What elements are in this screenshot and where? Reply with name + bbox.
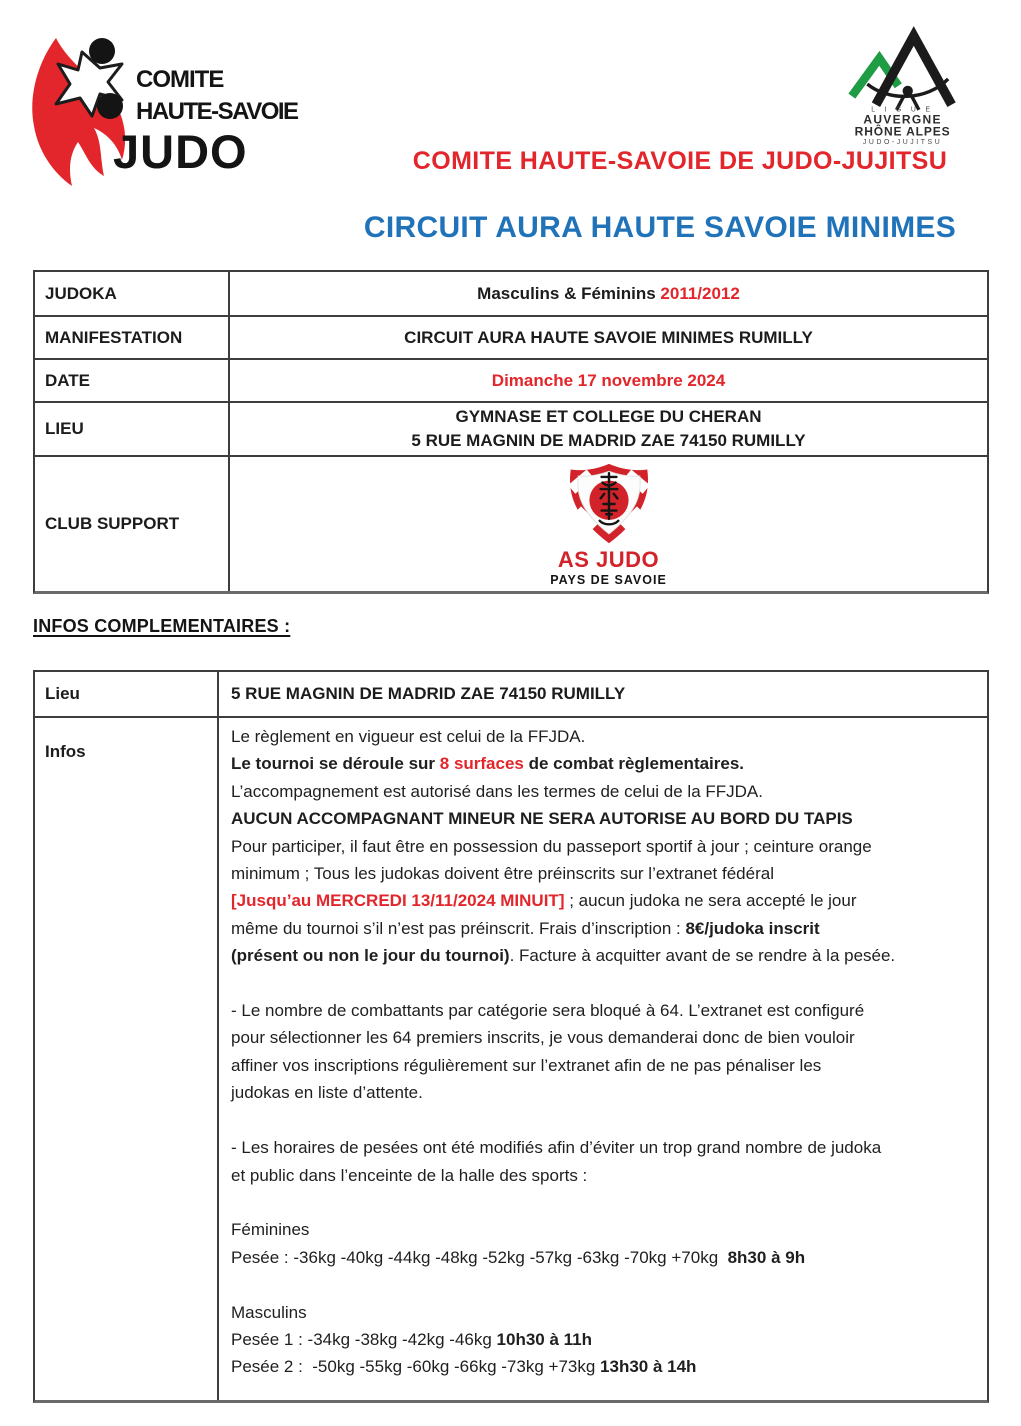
text-run: 13h30 à 14h — [600, 1357, 697, 1377]
text-run: AUCUN ACCOMPAGNANT MINEUR NE SERA AUTORISE AU BORD DU TAPIS — [231, 809, 853, 829]
table-row-date — [35, 358, 987, 401]
logo-right-line3: RHÔNE ALPES — [854, 124, 951, 139]
infos-line — [231, 1162, 981, 1189]
text-run: (présent ou non le jour du tournoi) — [231, 946, 510, 966]
lieu-value — [230, 403, 987, 455]
event-title: CIRCUIT AURA HAUTE SAVOIE MINIMES — [363, 211, 957, 244]
infos-line — [231, 1216, 981, 1243]
infos-line — [231, 1299, 981, 1326]
judoka-head-dot — [89, 38, 115, 64]
logo-left-line1: COMITE — [136, 66, 224, 93]
comite-haute-savoie-judo-logo — [26, 34, 316, 196]
club-support-value — [230, 457, 987, 591]
details-lieu-value: 5 RUE MAGNIN DE MADRID ZAE 74150 RUMILLY — [231, 684, 626, 703]
logo-left-line2: HAUTE-SAVOIE — [136, 98, 298, 125]
manifestation-value: CIRCUIT AURA HAUTE SAVOIE MINIMES RUMILLY — [404, 327, 813, 347]
infos-line — [231, 1079, 981, 1106]
infos-line — [231, 723, 981, 750]
section-heading: INFOS COMPLEMENTAIRES : — [33, 616, 291, 636]
text-run: ; aucun judoka ne sera accepté le jour — [564, 891, 857, 911]
infos-blank-line — [231, 970, 981, 997]
text-run: affiner vos inscriptions régulièrement sur l’extranet afin de ne pas pénaliser les — [231, 1055, 822, 1075]
judoka-value-years: 2011/2012 — [660, 283, 740, 303]
lieu-line2: 5 RUE MAGNIN DE MADRID ZAE 74150 RUMILLY — [411, 431, 806, 450]
table-row-lieu — [35, 401, 987, 455]
details-lieu-label: Lieu — [35, 672, 219, 716]
infos-line — [231, 750, 981, 777]
club-support-label: CLUB SUPPORT — [35, 457, 230, 591]
infos-line — [231, 1353, 981, 1380]
judo-figure-icon — [26, 34, 316, 196]
infos-line — [231, 1326, 981, 1353]
lieu-line1: GYMNASE ET COLLEGE DU CHERAN — [455, 407, 762, 426]
text-run: pour sélectionner les 64 premiers inscrits, je vous demanderai donc de bien vouloir — [231, 1028, 855, 1048]
infos-blank-line — [231, 1271, 981, 1298]
infos-line — [231, 1052, 981, 1079]
infos-line — [231, 1024, 981, 1051]
infos-line — [231, 1244, 981, 1271]
infos-line — [231, 805, 981, 832]
text-run: Le tournoi se déroule sur — [231, 754, 440, 774]
text-run: de combat règlementaires. — [523, 754, 745, 774]
text-run: Pour participer, il faut être en possession du passeport sportif à jour ; ceinture orange — [231, 836, 872, 856]
text-run: Le règlement en vigueur est celui de la FFJDA. — [231, 727, 586, 746]
event-info-table — [33, 270, 989, 594]
lieu-label: LIEU — [35, 403, 230, 455]
judoka-label: JUDOKA — [35, 272, 230, 315]
details-infos-label: Infos — [35, 718, 219, 1400]
belt-knot-shape — [903, 86, 913, 96]
club-shield-icon — [567, 461, 651, 547]
main-title: COMITE HAUTE-SAVOIE DE JUDO-JUJITSU — [412, 147, 948, 175]
table-row-lieu-details — [35, 672, 987, 716]
text-run: 8 surfaces — [439, 754, 524, 774]
infos-blank-line — [231, 1189, 981, 1216]
details-table — [33, 670, 989, 1403]
table-row-manifestation — [35, 315, 987, 358]
text-run: minimum ; Tous les judokas doivent être préinscrits sur l’extranet fédéral — [231, 864, 774, 884]
text-run: Pesée 2 : -50kg -55kg -60kg -66kg -73kg +73kg — [231, 1357, 601, 1377]
judoka-value-black: Masculins & Féminins — [477, 283, 661, 303]
manifestation-label: MANIFESTATION — [35, 317, 230, 358]
as-judo-logo — [550, 461, 667, 588]
infos-blank-line — [231, 1107, 981, 1134]
infos-line — [231, 860, 981, 887]
ligue-aura-logo — [845, 22, 961, 148]
text-run: Pesée 1 : -34kg -38kg -42kg -46kg — [231, 1329, 497, 1349]
text-run: - Les horaires de pesées ont été modifiés afin d’éviter un trop grand nombre de judoka — [231, 1138, 882, 1158]
text-run: 8€/judoka inscrit — [685, 918, 820, 938]
judoka-head-dot — [97, 93, 123, 119]
judoka-value-line — [477, 282, 740, 306]
text-run: même du tournoi s’il n’est pas préinscrit. Frais d’inscription : — [231, 918, 686, 938]
text-run: Masculins — [231, 1302, 307, 1322]
text-run: Féminines — [231, 1220, 310, 1240]
table-row-judoka — [35, 272, 987, 315]
table-row-infos — [35, 716, 987, 1400]
text-run: Pesée : -36kg -40kg -44kg -48kg -52kg -57kg -63kg -70kg +70kg — [231, 1247, 723, 1267]
infos-line — [231, 778, 981, 805]
text-run: 8h30 à 9h — [722, 1247, 806, 1267]
date-value: Dimanche 17 novembre 2024 — [491, 370, 726, 390]
date-label: DATE — [35, 360, 230, 401]
infos-lines — [219, 718, 987, 1400]
infos-line — [231, 997, 981, 1024]
logo-right-line4: JUDO-JUJITSU — [862, 139, 943, 147]
club-logo-subtitle: PAYS DE SAVOIE — [550, 572, 667, 587]
infos-line — [231, 887, 981, 914]
infos-line — [231, 1134, 981, 1161]
mountains-belt-icon — [845, 22, 961, 147]
infos-line — [231, 915, 981, 942]
text-run: . Facture à acquitter avant de se rendre à la pesée. — [509, 946, 896, 966]
text-run: - Le nombre de combattants par catégorie sera bloqué à 64. L’extranet est configuré — [231, 1001, 865, 1021]
text-run: et public dans l’enceinte de la halle des sports : — [231, 1165, 588, 1185]
judoka-value — [230, 272, 987, 315]
text-run: L’accompagnement est autorisé dans les termes de celui de la FFJDA. — [231, 781, 763, 801]
infos-line — [231, 942, 981, 969]
logo-right-line2: AUVERGNE — [863, 112, 942, 127]
text-run: judokas en liste d’attente. — [231, 1083, 423, 1103]
text-run: 10h30 à 11h — [496, 1329, 593, 1349]
table-row-club-support — [35, 455, 987, 591]
logo-right-line1: L I G U E — [871, 106, 934, 114]
infos-line — [231, 833, 981, 860]
club-logo-title: AS JUDO — [557, 546, 660, 572]
text-run: [Jusqu’au MERCREDI 13/11/2024 MINUIT] — [231, 891, 565, 911]
logo-left-line3: JUDO — [113, 125, 248, 178]
